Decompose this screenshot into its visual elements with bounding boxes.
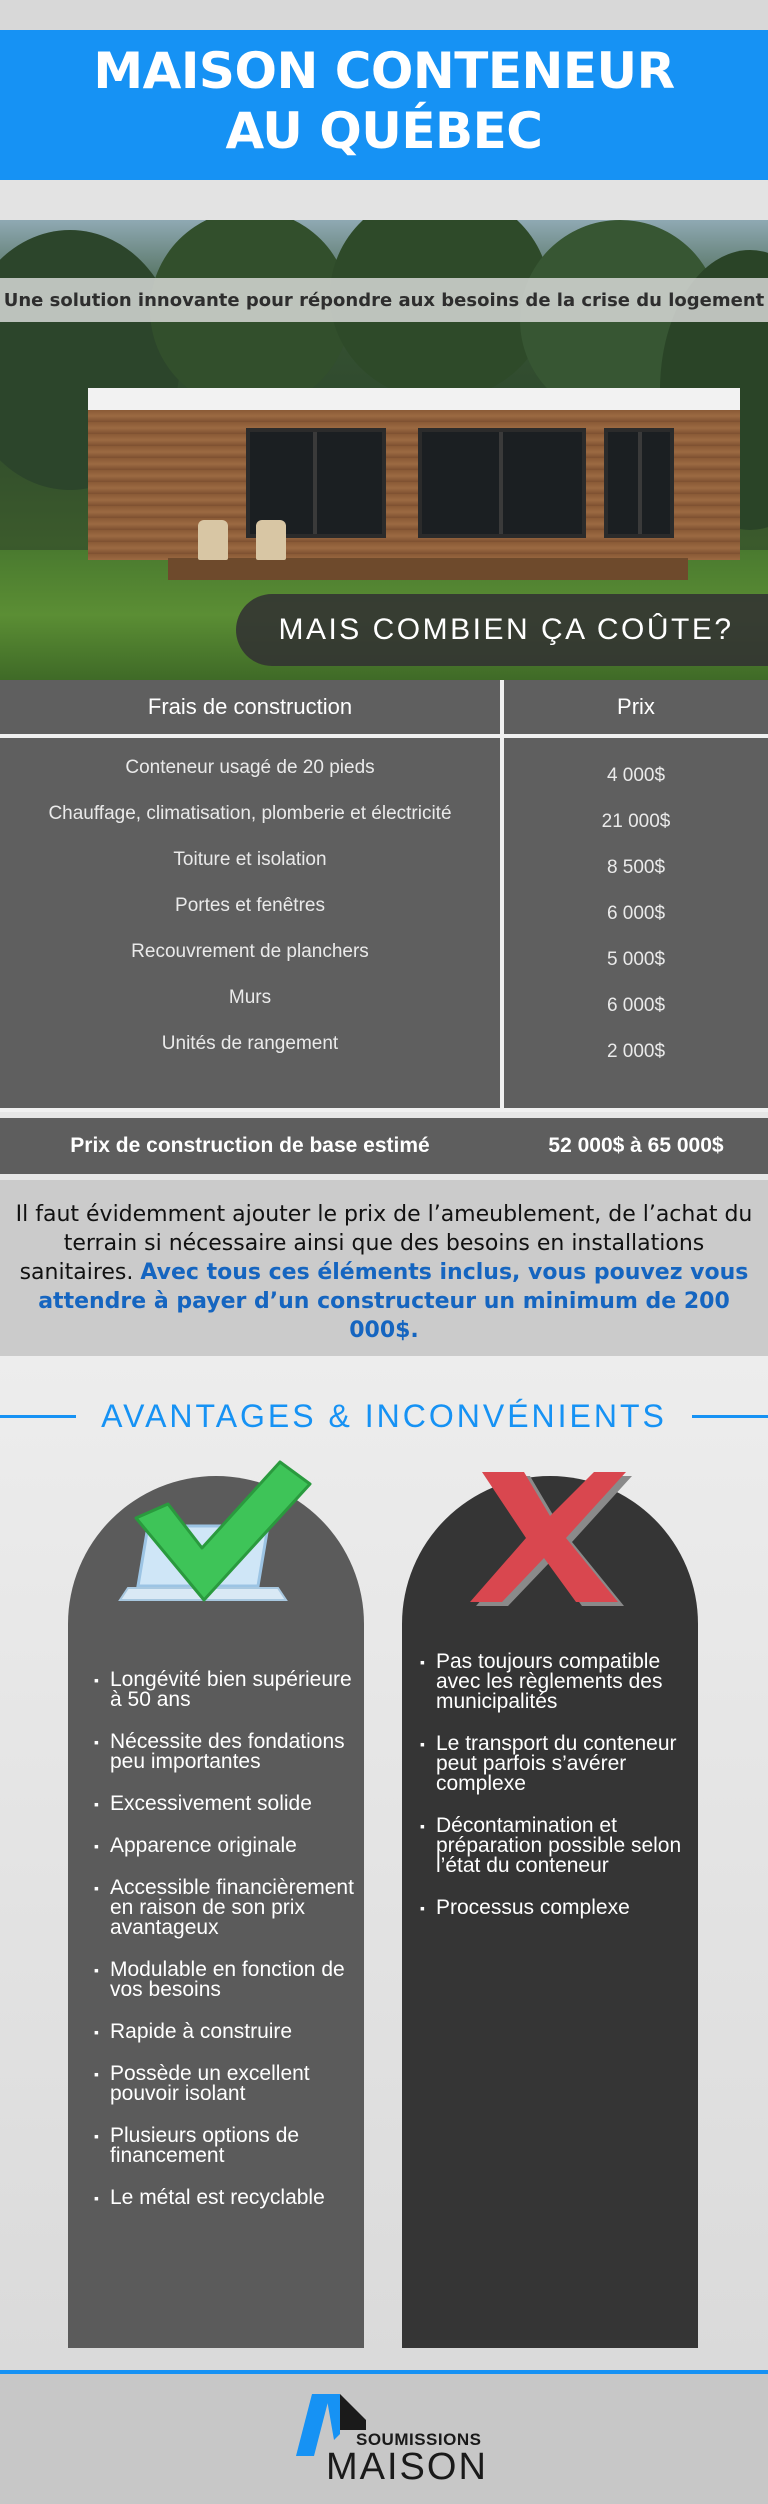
table-row xyxy=(0,1030,768,1076)
cons-list xyxy=(420,1652,702,1940)
cost-item: Portes et fenêtres xyxy=(175,895,325,916)
x-icon xyxy=(462,1466,632,1606)
chair xyxy=(256,520,286,560)
total-value: 52 000$ à 65 000$ xyxy=(548,1134,724,1157)
table-row xyxy=(0,800,768,846)
pros-cons-title: AVANTAGES & INCONVÉNIENTS xyxy=(101,1398,667,1434)
top-strip xyxy=(0,0,768,30)
list-item: ▪ Décontamination et préparation possible selon l’état du conteneur xyxy=(420,1816,702,1876)
check-icon-graphic xyxy=(118,1456,318,1606)
table-divider xyxy=(0,734,768,738)
total-label: Prix de construction de base estimé xyxy=(70,1134,430,1157)
house-window xyxy=(418,428,586,538)
list-item: ▪ Le transport du conteneur peut parfois s’avérer complexe xyxy=(420,1734,702,1794)
pros-list xyxy=(94,1670,356,2230)
container-house xyxy=(88,388,740,578)
list-item: ▪ Rapide à construire xyxy=(94,2022,356,2042)
x-icon-graphic xyxy=(462,1466,632,1606)
table-header-item: Frais de construction xyxy=(147,694,353,719)
cost-item: Toiture et isolation xyxy=(173,849,327,870)
hero-subtitle-band xyxy=(0,278,768,322)
cost-item: Conteneur usagé de 20 pieds xyxy=(125,757,375,778)
cost-item: Chauffage, climatisation, plomberie et électricité xyxy=(48,803,452,824)
house-deck xyxy=(168,558,688,580)
cost-item: Murs xyxy=(228,987,272,1008)
list-item: ▪ Possède un excellent pouvoir isolant xyxy=(94,2064,356,2104)
footer-rule xyxy=(0,2370,768,2374)
list-item: ▪ Pas toujours compatible avec les règlements des municipalités xyxy=(420,1652,702,1712)
list-item: ▪ Modulable en fonction de vos besoins xyxy=(94,1960,356,2000)
cost-note-text: Il faut évidemment ajouter le prix de l’ameublement, de l’achat du terrain si nécessaire ainsi que des besoins en installations sanitaires. xyxy=(15,1202,753,1285)
logo-text-top: SOUMISSIONS xyxy=(356,2430,482,2449)
cost-item: Recouvrement de planchers xyxy=(131,941,369,962)
cost-note-emphasis: Avec tous ces éléments inclus, vous pouvez vous attendre à payer d’un constructeur un minimum de 200 000$. xyxy=(38,1260,749,1343)
table-row xyxy=(0,754,768,800)
cost-price: 6 000$ xyxy=(606,995,666,1016)
total-band xyxy=(0,1112,768,1180)
cost-item: Unités de rangement xyxy=(161,1033,339,1054)
page-title-line2: AU QUÉBEC xyxy=(225,102,543,160)
house-window xyxy=(604,428,674,538)
table-body xyxy=(0,754,768,1076)
question-band xyxy=(236,594,768,666)
title-banner xyxy=(0,30,768,180)
table-row xyxy=(0,938,768,984)
total-row xyxy=(0,1118,768,1174)
list-item: ▪ Processus complexe xyxy=(420,1898,702,1918)
title-rule-right xyxy=(692,1415,768,1418)
table-row xyxy=(0,846,768,892)
table-row xyxy=(0,984,768,1030)
footer xyxy=(0,2370,768,2504)
cost-price: 2 000$ xyxy=(606,1041,666,1062)
table-header-price: Prix xyxy=(617,694,655,719)
cost-question: MAIS COMBIEN ÇA COÛTE? xyxy=(278,613,734,646)
list-item: ▪ Nécessite des fondations peu importantes xyxy=(94,1732,356,1772)
logo-text-bottom: MAISON xyxy=(326,2446,488,2488)
list-item: ▪ Le métal est recyclable xyxy=(94,2188,356,2208)
table-row xyxy=(0,892,768,938)
cost-price: 5 000$ xyxy=(606,949,666,970)
hero-image xyxy=(0,220,768,680)
list-item: ▪ Longévité bien supérieure à 50 ans xyxy=(94,1670,356,1710)
list-item: ▪ Plusieurs options de financement xyxy=(94,2126,356,2166)
cost-price: 8 500$ xyxy=(606,857,666,878)
check-icon xyxy=(118,1456,318,1606)
cost-price: 21 000$ xyxy=(601,811,671,832)
page-title-line1: MAISON CONTENEUR xyxy=(93,42,675,100)
spacer xyxy=(0,180,768,220)
title-rule-left xyxy=(0,1415,76,1418)
cost-note xyxy=(0,1180,768,1356)
hero-subtitle: Une solution innovante pour répondre aux besoins de la crise du logement xyxy=(3,289,765,311)
list-item: ▪ Excessivement solide xyxy=(94,1794,356,1814)
list-item: ▪ Apparence originale xyxy=(94,1836,356,1856)
cost-table xyxy=(0,680,768,1112)
brand-logo[interactable] xyxy=(296,2390,496,2490)
cost-price: 6 000$ xyxy=(606,903,666,924)
house-roof xyxy=(88,388,740,410)
chair xyxy=(198,520,228,560)
list-item: ▪ Accessible financièrement en raison de son prix avantageux xyxy=(94,1878,356,1938)
cost-price: 4 000$ xyxy=(606,765,666,786)
